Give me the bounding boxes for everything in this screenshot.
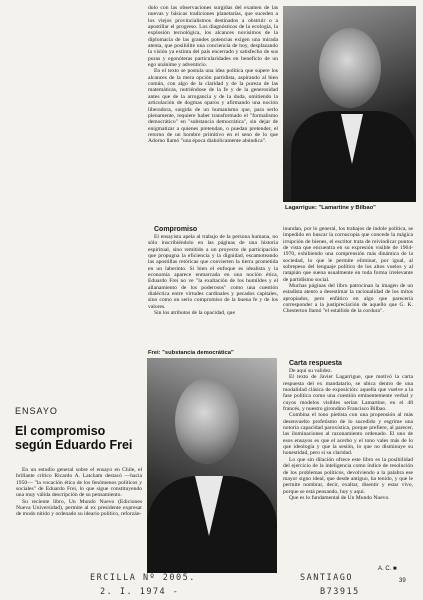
paragraph: Combina el tono pietista con una propensión al más desenvuelto profetismo de lo sucedido y esgrime una notoria capacidad paroxística, porque prefiere, al parecer, las iluminaciones al razonamiento ordenado. El uno de esos ensayos es que el acerbo y el tono vales más de lo que ideología y que la sesión, lo que no disminuye su honestidad, pero sí su claridad. xyxy=(283,412,413,457)
page-number: 39 xyxy=(399,578,406,584)
photo-frei xyxy=(147,358,277,573)
subheading-compromiso: Compromiso xyxy=(154,226,198,233)
handwritten-note: SANTIAGO xyxy=(300,573,353,583)
photo-caption-lagarrigue: Lagarrigue: "Lamartine y Bilbao" xyxy=(285,205,376,211)
article-title: El compromiso según Eduardo Frei xyxy=(15,424,133,452)
paragraph: El ensayista apela al trabajo de la persona humana, no sólo inscribiéndolo en las páginas de una historia espiritual, sino remitido a un proyecto de participación que propugna la eficiencia y la dignidad, escamoteando las apostillas retóricas que convierten la tierra prometida en un laberinto. Si bien el enfoque es idealista y la economía aparece enmarcada en una noción ética, Eduardo Frei no ve "la exaltación de los humildes y el allanamiento de los poderosos" como una cuestión dialéctica entre virtudes cardinales y pecados capitales, sino como un serio compromiso de la buena fe y de los valores. xyxy=(148,234,278,310)
paragraph: En el texto se postula una idea política que supere los alcances de la mera opción partidista, aspirando al bien común, con algo de la claridad y de la pureza de las matemáticas, nutriéndose de la fe y de la generosidad antes que de la arrogancia y de la duda, omitiendo la articulación de dogmas oparos y afirmando una noción liberadora, surgida de un humanismo que, para serlo plenamente, requiere haber transformado el "formalismo democrático" en "substancia democrática", sin dejar de enigmatizar a quienes pretendan, o puedan pretender, el retorno de un hombre primitivo en el seno de lo que Adorno llamó "una época diabólicamente abúndica". xyxy=(148,68,278,145)
paragraph: Muchas páginas del libro patrocinan la imagen de un estadista atento a desestimar la racionalidad de los mitos apropiados, pero enfático en algo que parecería corresponder a la justipreciación de aquello que G. K. Chesterton llamó "el estallido de la cordura". xyxy=(283,283,413,315)
paragraph: El texto de Javier Lagarrigue, que motivó la carta respuesta del ex mandatario, se ubica dentro de una modalidad clásica de exposición: aquella que vuelve a la fase política como una cuestión eminentemente verbal y cuyos modelos visibles serían Lamartine, en el 48 francés, y nuestro girondino Francisco Bilbao. xyxy=(283,374,413,413)
photo-caption-frei: Frei: "substancia democrática" xyxy=(148,350,234,356)
author-signature: A. C. ■ xyxy=(378,566,397,572)
column-2-bottom xyxy=(283,360,413,501)
paragraph: En un estudio general sobre el ensayo en Chile, el brillante crítico Ricardo A. Latcham destacó —hacia 1950— "la vocación ética de los fenómenos políticos y sociales" de Eduardo Frei, lo que sigue constituyendo una muy válida descripción de su pensamiento. xyxy=(16,467,142,499)
paragraph: inundan, por lo general, los trabajos de índole política, se impedido en buscar la cornucopia que concede la mágica irrupción de bienes, el escritor trata de reivindicar puntos de vista que encuentra en su expresión visible de 1964-1970, exhibiendo una comprensión más dinámica de la sociedad, lo que le permite eliminar, por igual, al sobrepeso del lenguaje político de los altos vuelos y al ratapián que suena usualmente en toda forma irrelevante de partidismo social. xyxy=(283,226,413,283)
column-1-bottom xyxy=(148,226,278,316)
photo-lagarrigue xyxy=(283,6,416,202)
paragraph: Que es lo fundamental de Un Mundo Nuevo. xyxy=(289,494,390,501)
subheading-carta-respuesta: Carta respuesta xyxy=(289,360,342,367)
section-label: ENSAYO xyxy=(15,406,58,416)
paragraph: dolo con las observaciones surgidas del examen de las nuevas y básicas tradiciones planetarias, que suceden a los viejos provincialismos destinados a obstruir o a apostillar el progreso. Los diagnósticos de la ecología, la explosión tecnológica, los alcances novísimos de la diplomacia de las grandes potencias exigen una mirada atenta, que posibilite una conciencia de hoy, desplazando la visión ya extinta del país encerrado y satisfecho de sus puras y egonóteras particularidades en beneficio de un ego unánime y adventicio. xyxy=(148,5,278,69)
column-0-intro xyxy=(16,467,142,518)
paragraph: Sin los atributos de la opacidad, que xyxy=(154,310,235,317)
paragraph: Lo que sin dilación ofrece este libro es la posibilidad del ejercicio de la inteligencia como índice de resolución de los problemas políticos, devolviendo a la palabra ese mayor signo ideal, que desde antiguo, ha tenido, y que le permite nombrar, decir, exaltar, disentir y estar vivo, porque se está pensando, hoy y aquí. xyxy=(283,456,413,495)
handwritten-note: B73915 xyxy=(320,587,360,597)
handwritten-note: ERCILLA Nº 2005. xyxy=(90,573,196,583)
paragraph: De aquí su validez. xyxy=(289,368,332,374)
paragraph: Su reciente libro, Un Mundo Nuevo (Ediciones Nueva Universidad), permite al ex presidente expresar de modo nítido y ordenado su ideario político, reforzán- xyxy=(16,498,142,518)
handwritten-note: 2. I. 1974 - xyxy=(100,587,180,597)
column-2-top xyxy=(283,226,413,315)
column-1-top xyxy=(148,5,278,145)
